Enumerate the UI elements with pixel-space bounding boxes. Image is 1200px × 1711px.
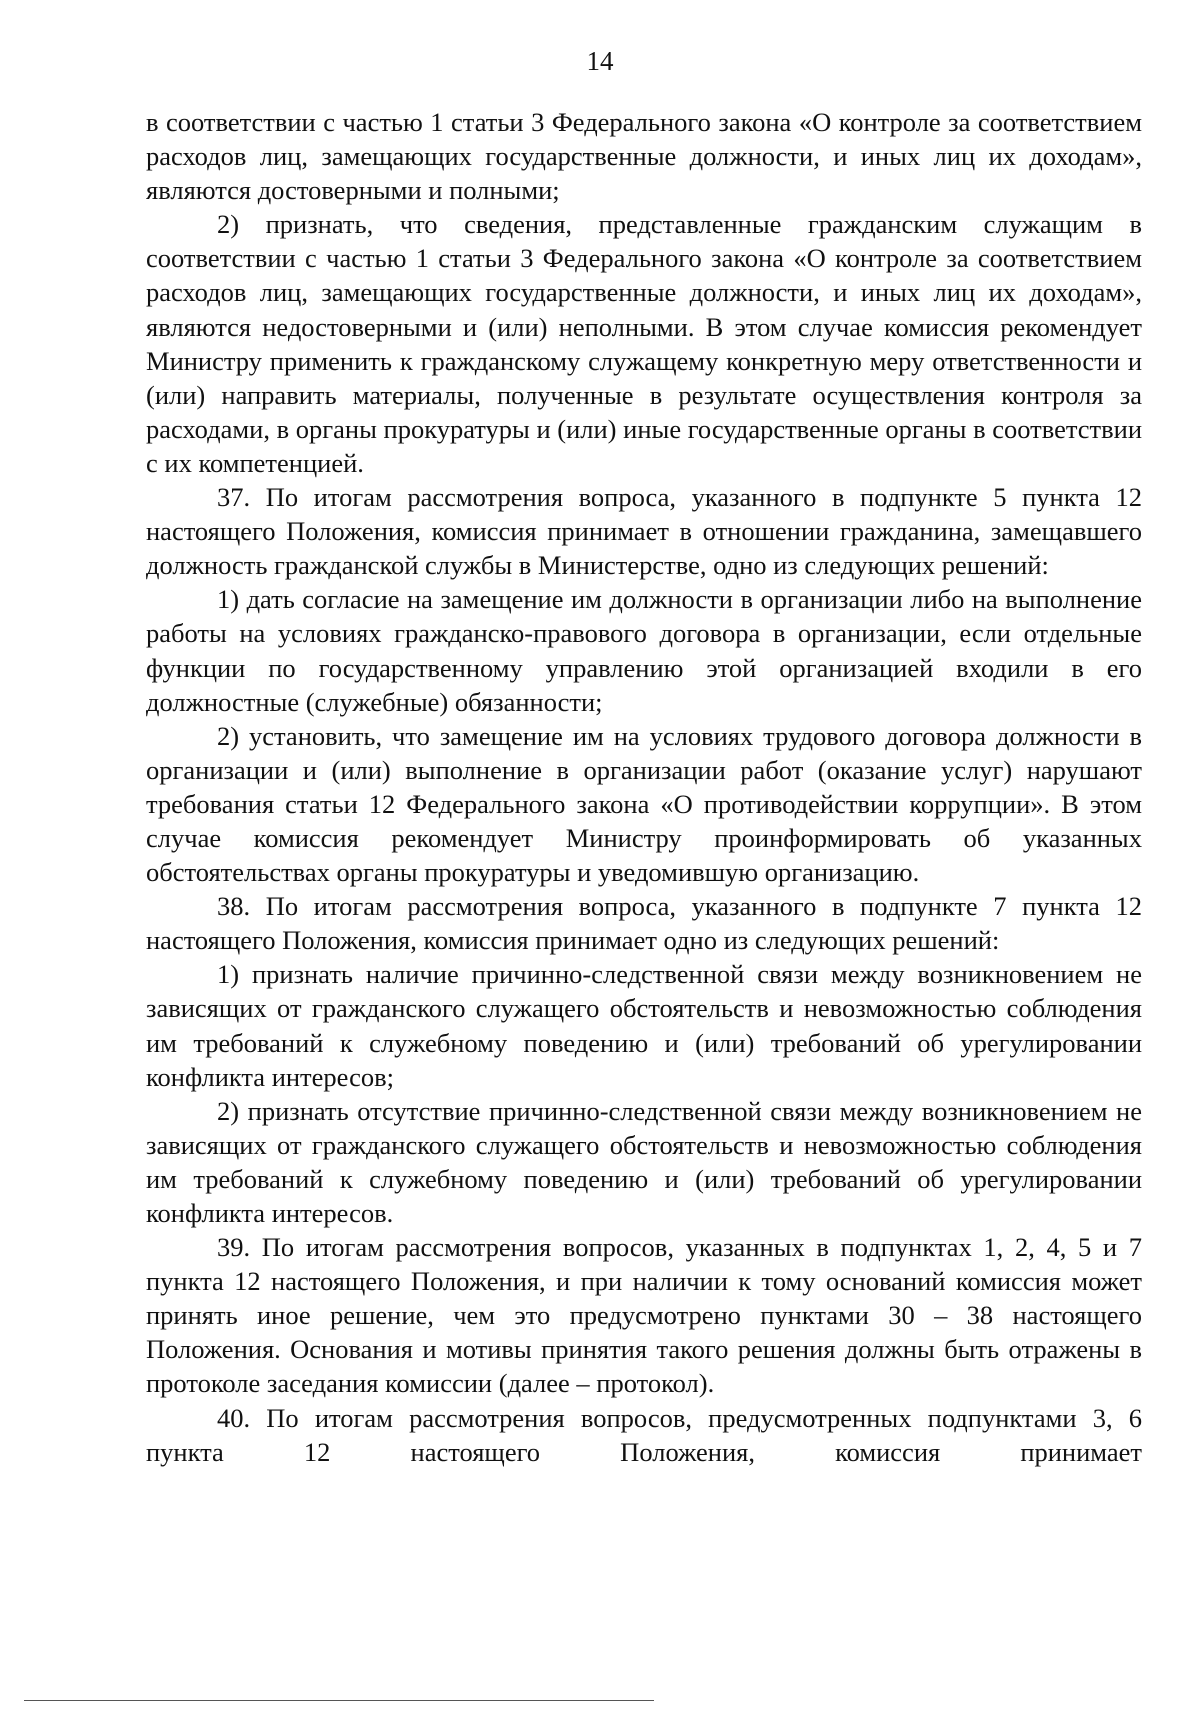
paragraph-38-item-1: 1) признать наличие причинно-следственной связи между возникновением не зависящих от гражданского служащего обстоятельств и невозможностью соблюдения им требований к служебному поведению и (или) требований об урегулировании конфликта интересов; <box>146 959 1142 1092</box>
paragraph-39: 39. По итогам рассмотрения вопросов, указанных в подпунктах 1, 2, 4, 5 и 7 пункта 12 настоящего Положения, и при наличии к тому оснований комиссия может принять иное решение, чем это предусмотрено пунктами 30 – 38 настоящего Положения. Основания и мотивы принятия такого решения должны быть отражены в протоколе заседания комиссии (далее – протокол). <box>146 1232 1142 1399</box>
page-number: 14 <box>586 46 614 76</box>
paragraph-40: 40. По итогам рассмотрения вопросов, предусмотренных подпунктами 3, 6 пункта 12 настоящего Положения, комиссия принимает <box>146 1402 1142 1467</box>
paragraph-37-item-2: 2) установить, что замещение им на условиях трудового договора должности в организации и (или) выполнение в организации работ (оказание услуг) нарушают требования статьи 12 Федерального закона «О противодействии коррупции». В этом случае комиссия рекомендует Министру проинформировать об указанных обстоятельствах органы прокуратуры и уведомившую организацию. <box>146 720 1142 888</box>
paragraph-38-item-2: 2) признать отсутствие причинно-следственной связи между возникновением не зависящих от гражданского служащего обстоятельств и невозможностью соблюдения им требований к служебному поведению и (или) требований об урегулировании конфликта интересов. <box>146 1095 1142 1228</box>
paragraph-37: 37. По итогам рассмотрения вопроса, указанного в подпункте 5 пункта 12 настоящего Положения, комиссия принимает в отношении гражданина, замещавшего должность гражданской службы в Министерстве, одно из следующих решений: <box>146 482 1142 581</box>
paragraph-38: 38. По итогам рассмотрения вопроса, указанного в подпункте 7 пункта 12 настоящего Положения, комиссия принимает одно из следующих решений: <box>146 891 1142 956</box>
footer-divider <box>24 1700 654 1701</box>
paragraph-37-item-1: 1) дать согласие на замещение им должности в организации либо на выполнение работы на условиях гражданско-правового договора в организации, если отдельные функции по государственному управлению этой организацией входили в его должностные (служебные) обязанности; <box>146 584 1142 717</box>
paragraph-36-item-2: 2) признать, что сведения, представленные гражданским служащим в соответствии с частью 1 статьи 3 Федерального закона «О контроле за соответствием расходов лиц, замещающих государственные должности, и иных лиц их доходам», являются недостоверными и (или) неполными. В этом случае комиссия рекомендует Министру применить к гражданскому служащему конкретную меру ответственности и (или) направить материалы, полученные в результате осуществления контроля за расходами, в органы прокуратуры и (или) иные государственные органы в соответствии с их компетенцией. <box>146 209 1142 478</box>
paragraph-continuation: в соответствии с частью 1 статьи 3 Федерального закона «О контроле за соответствием расходов лиц, замещающих государственные должности, и иных лиц их доходам», являются достоверными и полными; <box>146 107 1142 206</box>
document-body <box>146 105 1142 1469</box>
